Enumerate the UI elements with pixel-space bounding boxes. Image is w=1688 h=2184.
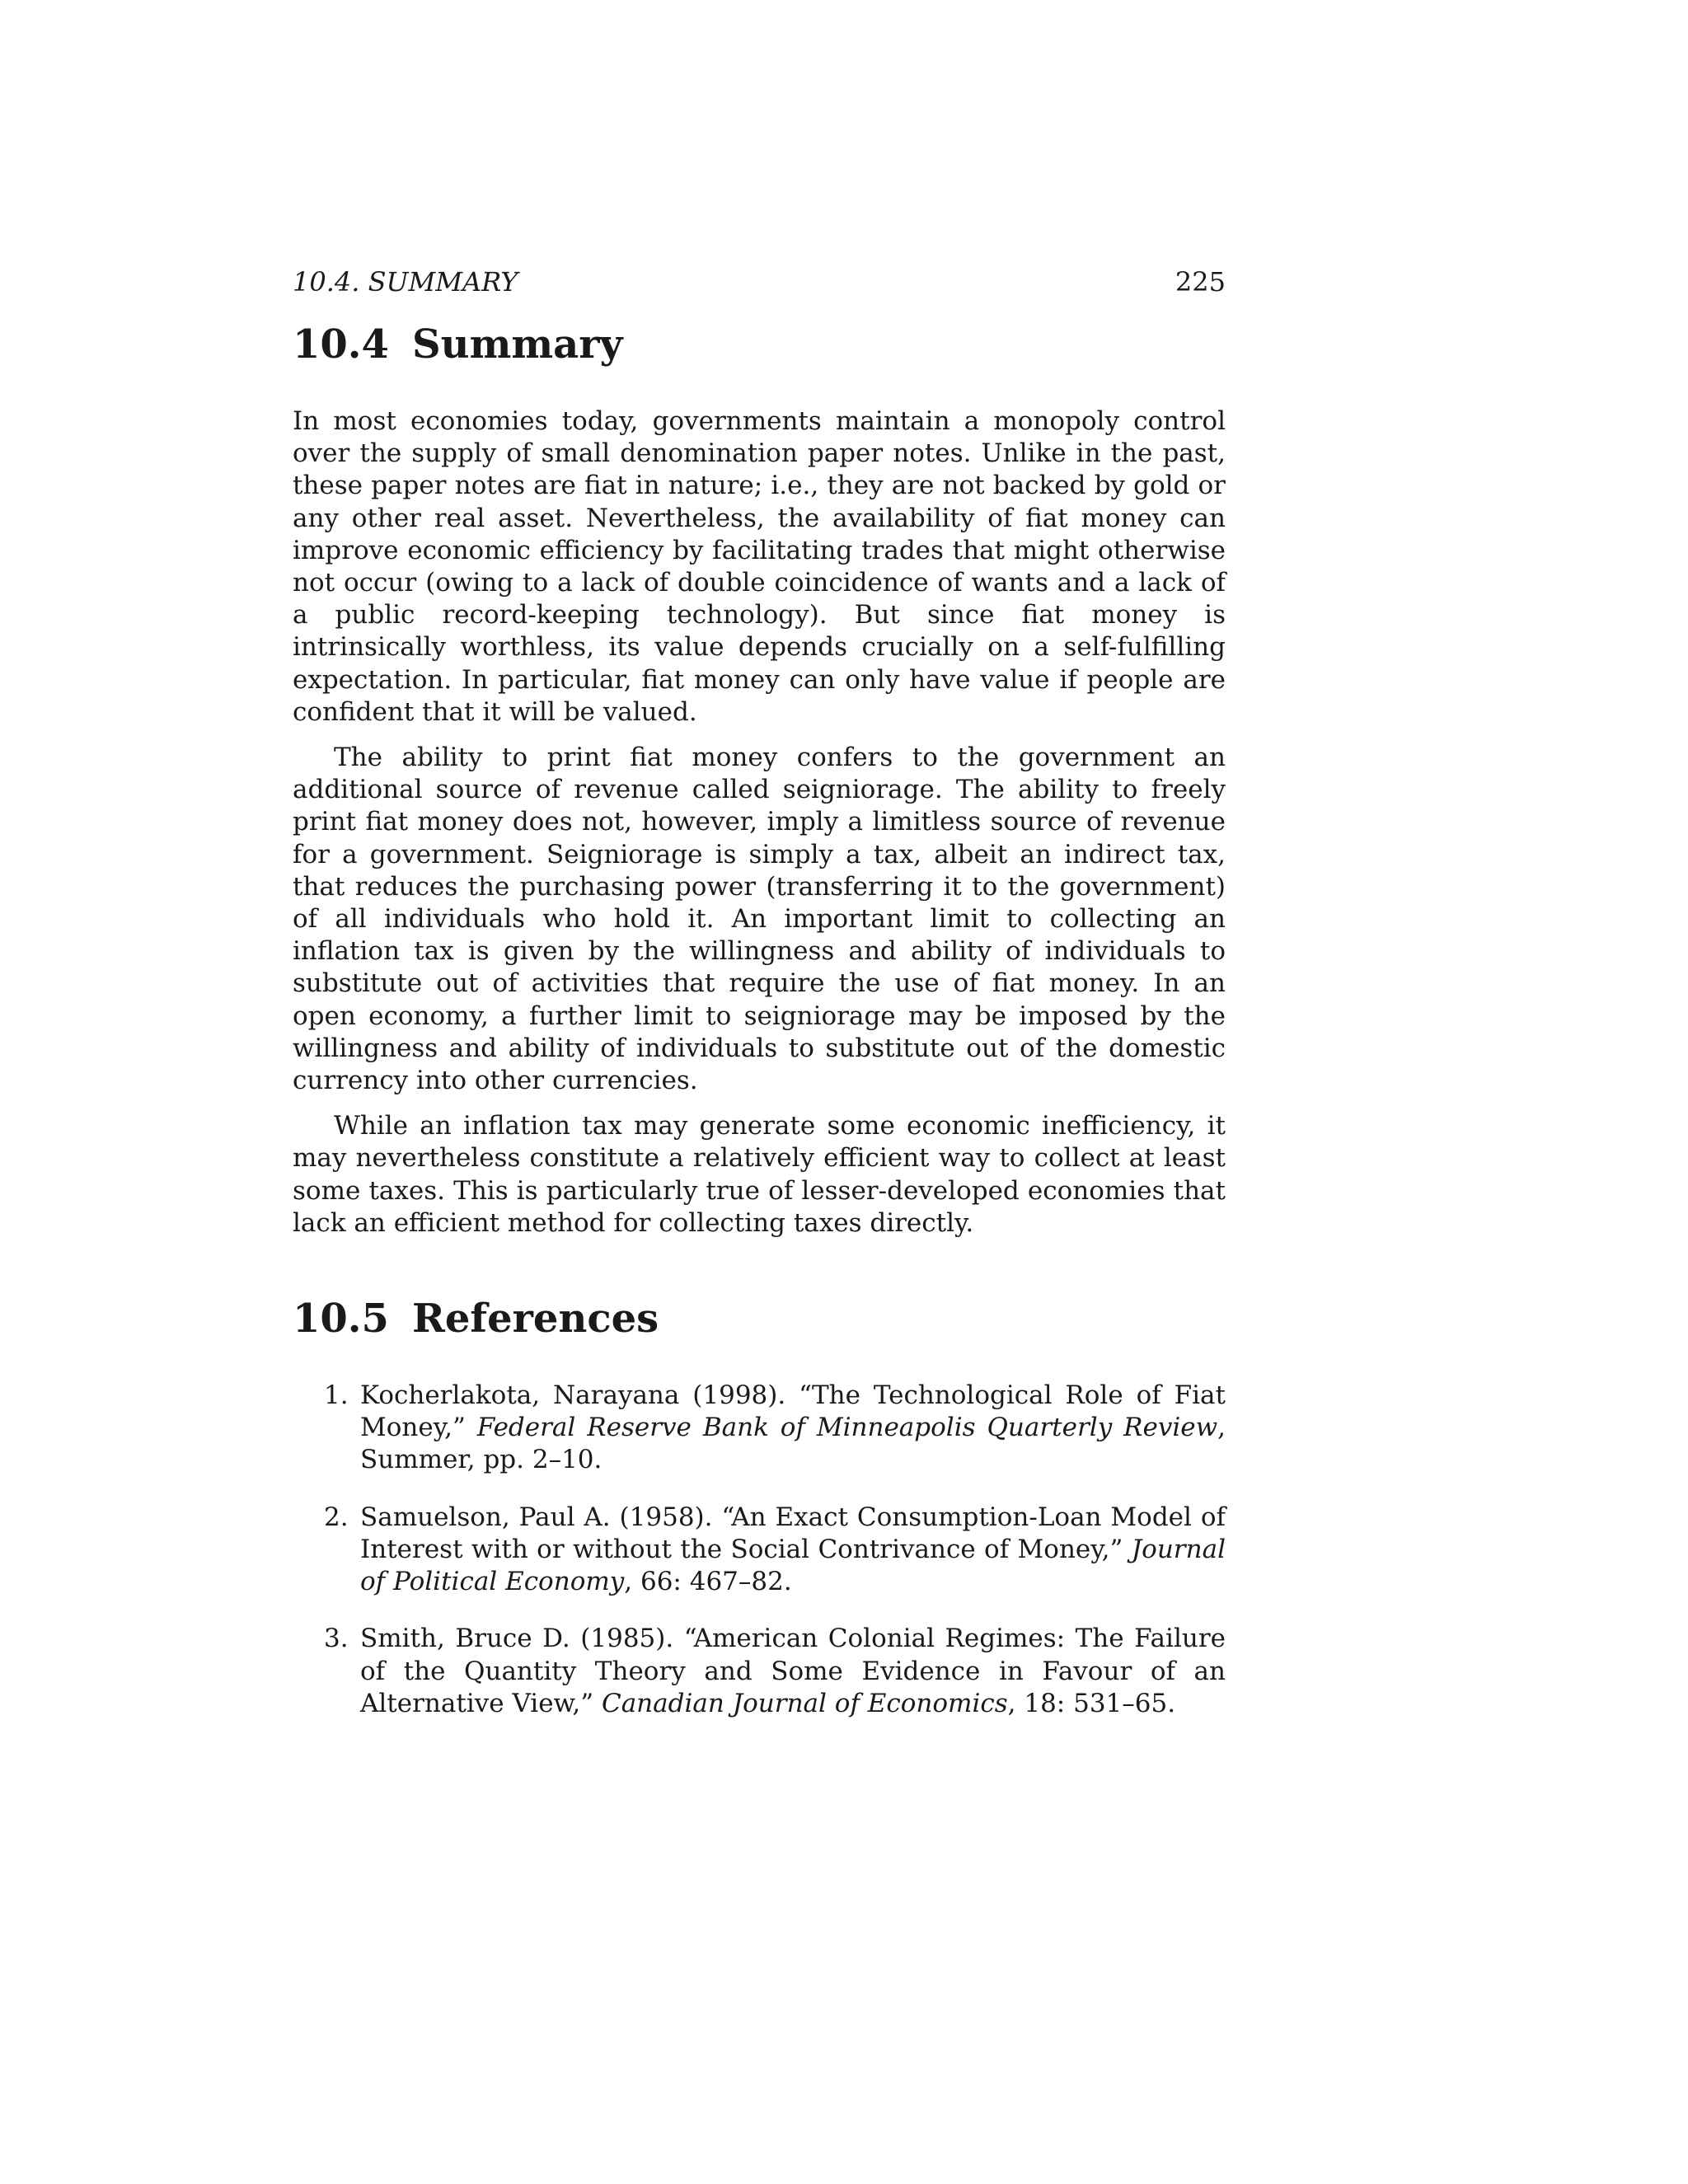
reference-item: [293, 1380, 1226, 1477]
reference-journal: Journal of Political Economy: [360, 1534, 1226, 1597]
reference-number: 1.: [324, 1380, 349, 1411]
reference-text: Smith, Bruce D. (1985). “American Colonial Regimes: The Failure of the Quantity Theory and Some Evidence in Favour of an Alternative View,”: [360, 1624, 1226, 1718]
running-head-title: 10.4. SUMMARY: [293, 266, 518, 298]
reference-journal: Federal Reserve Bank of Minneapolis Quarterly Review: [476, 1413, 1218, 1443]
section-title: Summary: [412, 321, 623, 368]
paragraph: The ability to print fiat money confers to the government an additional source of revenue called seigniorage. The ability to freely print fiat money does not, however, imply a limitless source of revenue for a government. Seigniorage is simply a tax, albeit an indirect tax, that reduces the purchasing power (transferring it to the government) of all individuals who hold it. An important limit to collecting an inflation tax is given by the willingness and ability of individuals to substitute out of activities that require the use of fiat money. In an open economy, a further limit to seigniorage may be imposed by the willingness and ability of individuals to substitute out of the domestic currency into other currencies.: [293, 743, 1226, 1096]
page-number: 225: [1175, 266, 1226, 298]
reference-item: [293, 1502, 1226, 1599]
reference-tail: , Summer, pp. 2–10.: [360, 1413, 1226, 1475]
section-heading-summary: [293, 320, 1226, 369]
reference-list: [293, 1380, 1226, 1720]
section-number: 10.4: [293, 321, 389, 368]
summary-body: [293, 405, 1226, 1240]
section-heading-references: [293, 1294, 1226, 1343]
reference-journal: Canadian Journal of Economics: [601, 1688, 1008, 1718]
section-number: 10.5: [293, 1296, 389, 1343]
paragraph: In most economies today, governments maintain a monopoly control over the supply of small denomination paper notes. Unlike in the past, these paper notes are fiat in nature; i.e., they are not backed by gold or any other real asset. Nevertheless, the availability of fiat money can improve economic efficiency by facilitating trades that might otherwise not occur (owing to a lack of double coincidence of wants and a lack of a public record-keeping technology). But since fiat money is intrinsically worthless, its value depends crucially on a self-fulfilling expectation. In particular, fiat money can only have value if people are confident that it will be valued.: [293, 406, 1226, 727]
paragraph: While an inflation tax may generate some economic inefficiency, it may nevertheless constitute a relatively efficient way to collect at least some taxes. This is particularly true of lesser-developed economies that lack an efficient method for collecting taxes directly.: [293, 1111, 1226, 1238]
running-head: [293, 262, 1226, 302]
reference-tail: , 18: 531–65.: [1007, 1688, 1176, 1718]
section-title: References: [412, 1296, 659, 1343]
reference-text: Kocherlakota, Narayana (1998). “The Technological Role of Fiat Money,”: [360, 1380, 1226, 1443]
reference-number: 2.: [324, 1502, 349, 1532]
reference-item: [293, 1623, 1226, 1720]
reference-tail: , 66: 467–82.: [624, 1567, 792, 1597]
page: [293, 262, 1226, 1745]
reference-number: 3.: [324, 1624, 349, 1654]
reference-text: Samuelson, Paul A. (1958). “An Exact Consumption-Loan Model of Interest with or without the Social Contrivance of Money,”: [360, 1502, 1226, 1564]
